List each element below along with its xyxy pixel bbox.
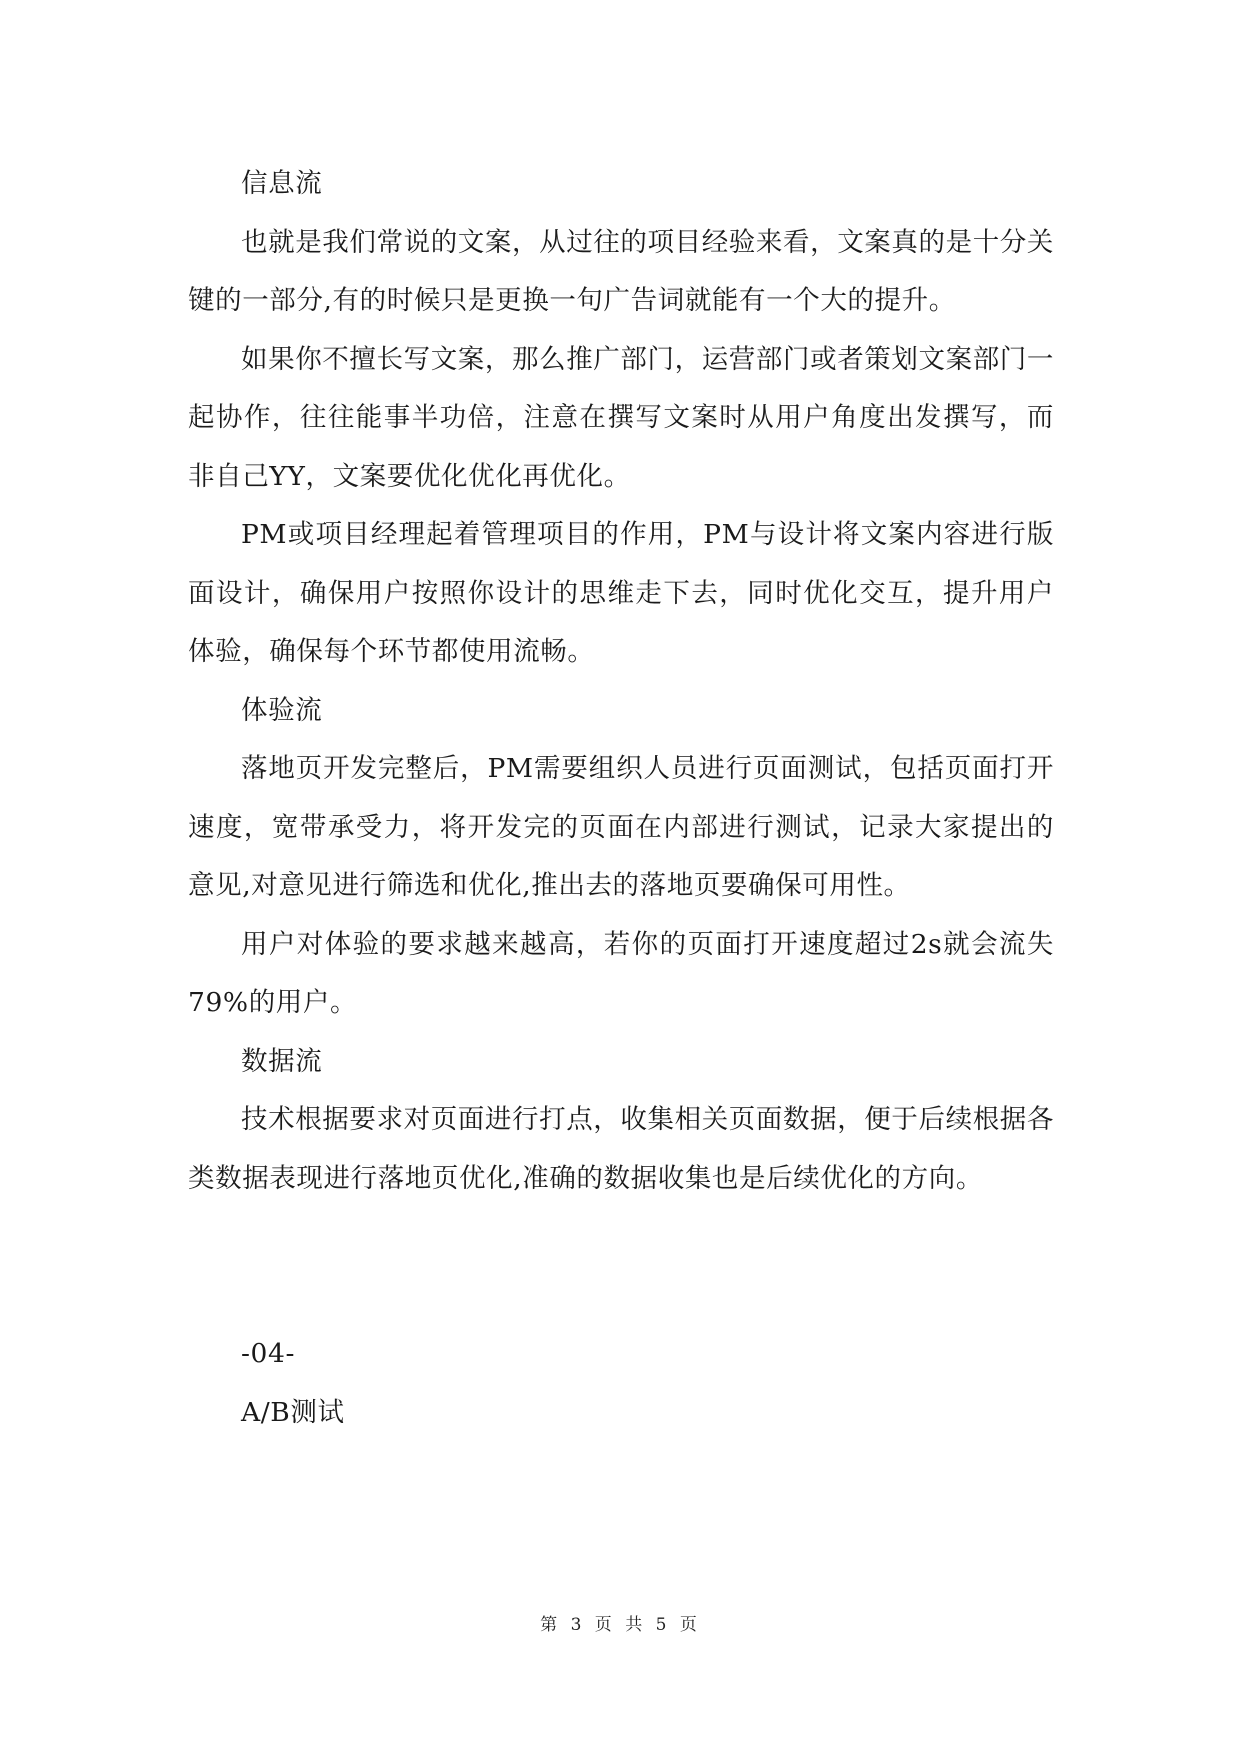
section-number: -04- xyxy=(241,1338,296,1369)
paragraph: 用户对体验的要求越来越高，若你的页面打开速度超过2s就会流失79%的用户。 xyxy=(188,928,1054,1018)
page-footer: 第 3 页 共 5 页 xyxy=(540,1615,701,1635)
paragraph: 如果你不擅长写文案，那么推广部门，运营部门或者策划文案部门一起协作，往往能事半功倍，注意在撰写文案时从用户角度出发撰写，而非自己YY，文案要优化优化再优化。 xyxy=(188,343,1054,492)
section-heading-information-flow: 信息流 xyxy=(241,168,323,199)
paragraph: 技术根据要求对页面进行打点，收集相关页面数据，便于后续根据各类数据表现进行落地页优化,准确的数据收集也是后续优化的方向。 xyxy=(188,1104,1054,1194)
document-body xyxy=(188,155,1054,1442)
paragraph: 也就是我们常说的文案，从过往的项目经验来看，文案真的是十分关键的一部分,有的时候只是更换一句广告词就能有一个大的提升。 xyxy=(188,226,1054,316)
paragraph: PM或项目经理起着管理项目的作用，PM与设计将文案内容进行版面设计，确保用户按照你设计的思维走下去，同时优化交互，提升用户体验，确保每个环节都使用流畅。 xyxy=(188,519,1054,667)
section-heading-ab-test: A/B测试 xyxy=(241,1396,345,1428)
blank-space xyxy=(188,1208,1054,1325)
paragraph: 落地页开发完整后，PM需要组织人员进行页面测试，包括页面打开速度，宽带承受力，将开发完的页面在内部进行测试，记录大家提出的意见,对意见进行筛选和优化,推出去的落地页要确保可用性。 xyxy=(188,753,1054,901)
section-heading-experience-flow: 体验流 xyxy=(241,694,323,726)
section-heading-data-flow: 数据流 xyxy=(241,1045,323,1077)
